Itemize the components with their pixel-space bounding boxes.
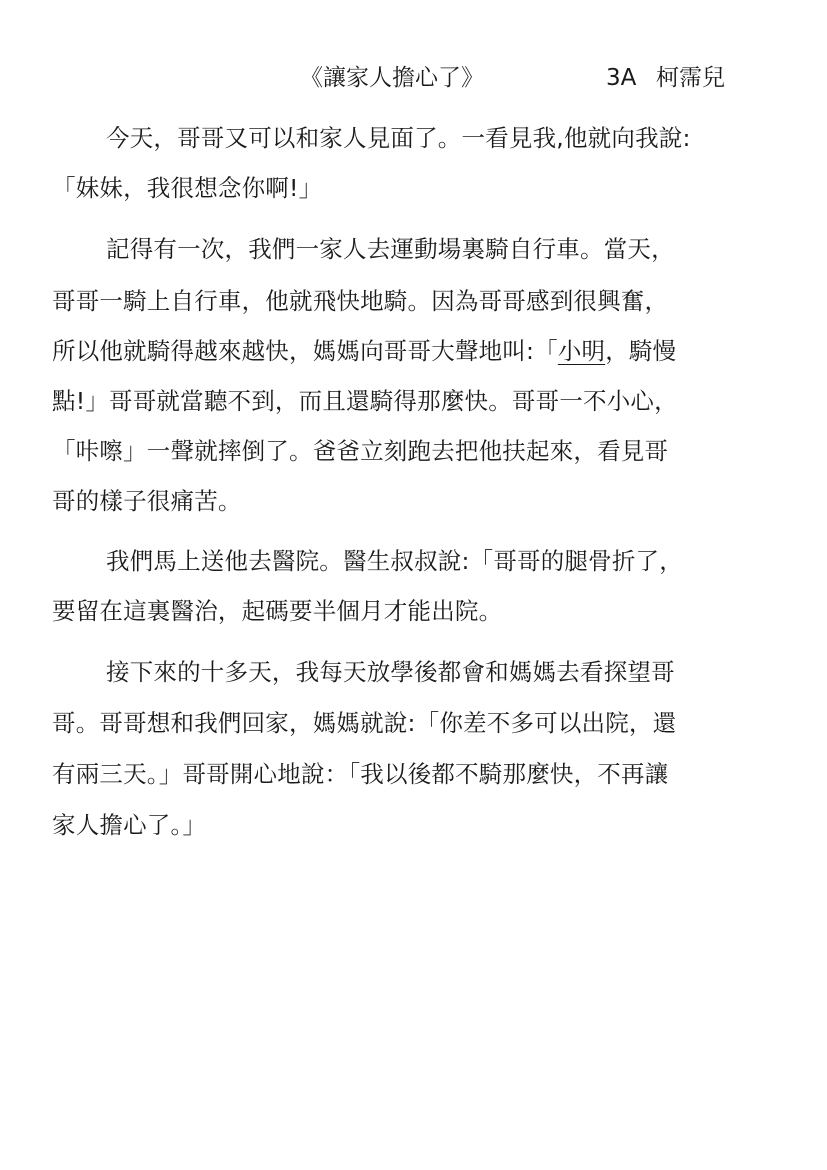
paragraph-2-line-4: 點!」哥哥就當聽不到，而且還騎得那麼快。哥哥一不小心， [52,387,678,415]
paragraph-3-line-1: 我們馬上送他去醫院。醫生叔叔說:「哥哥的腿骨折了， [106,547,683,575]
paragraph-2-line-3-text-a: 所以他就騎得越來越快，媽媽向哥哥大聲地叫:「 [52,337,558,365]
essay-title: 《讓家人擔心了》 [300,65,484,91]
paragraph-2-line-3-text-b: ，騎慢 [605,337,677,365]
paragraph-3-line-2: 要留在這裏醫治，起碼要半個月才能出院。 [52,597,503,625]
author-name: 柯霈兒 [656,65,725,91]
paragraph-2-line-5: 「咔嚓」一聲就摔倒了。爸爸立刻跑去把他扶起來，看見哥 [52,437,669,465]
class-label: 3A [606,65,637,91]
paragraph-4-line-4: 家人擔心了。」 [52,811,207,839]
paragraph-4-line-1: 接下來的十多天，我每天放學後都會和媽媽去看探望哥 [106,658,675,686]
paragraph-1-line-2: 「妹妹，我很想念你啊!」 [52,174,323,202]
paragraph-2-line-1: 記得有一次，我們一家人去運動場裏騎自行車。當天， [106,235,675,263]
paragraph-2-line-6: 哥的樣子很痛苦。 [52,487,242,515]
paragraph-4-line-2: 哥。哥哥想和我們回家，媽媽就說:「你差不多可以出院，還 [52,709,677,737]
essay-header [0,58,827,98]
paragraph-2-line-3 [52,332,782,370]
paragraph-1-line-1: 今天，哥哥又可以和家人見面了。一看見我,他就向我說: [106,124,691,152]
paragraph-2-line-2: 哥哥一騎上自行車，他就飛快地騎。因為哥哥感到很興奮， [52,287,669,315]
underlined-name: 小明 [557,337,606,365]
paragraph-4-line-3: 有兩三天。」哥哥開心地說：「我以後都不騎那麼快，不再讓 [52,760,669,788]
